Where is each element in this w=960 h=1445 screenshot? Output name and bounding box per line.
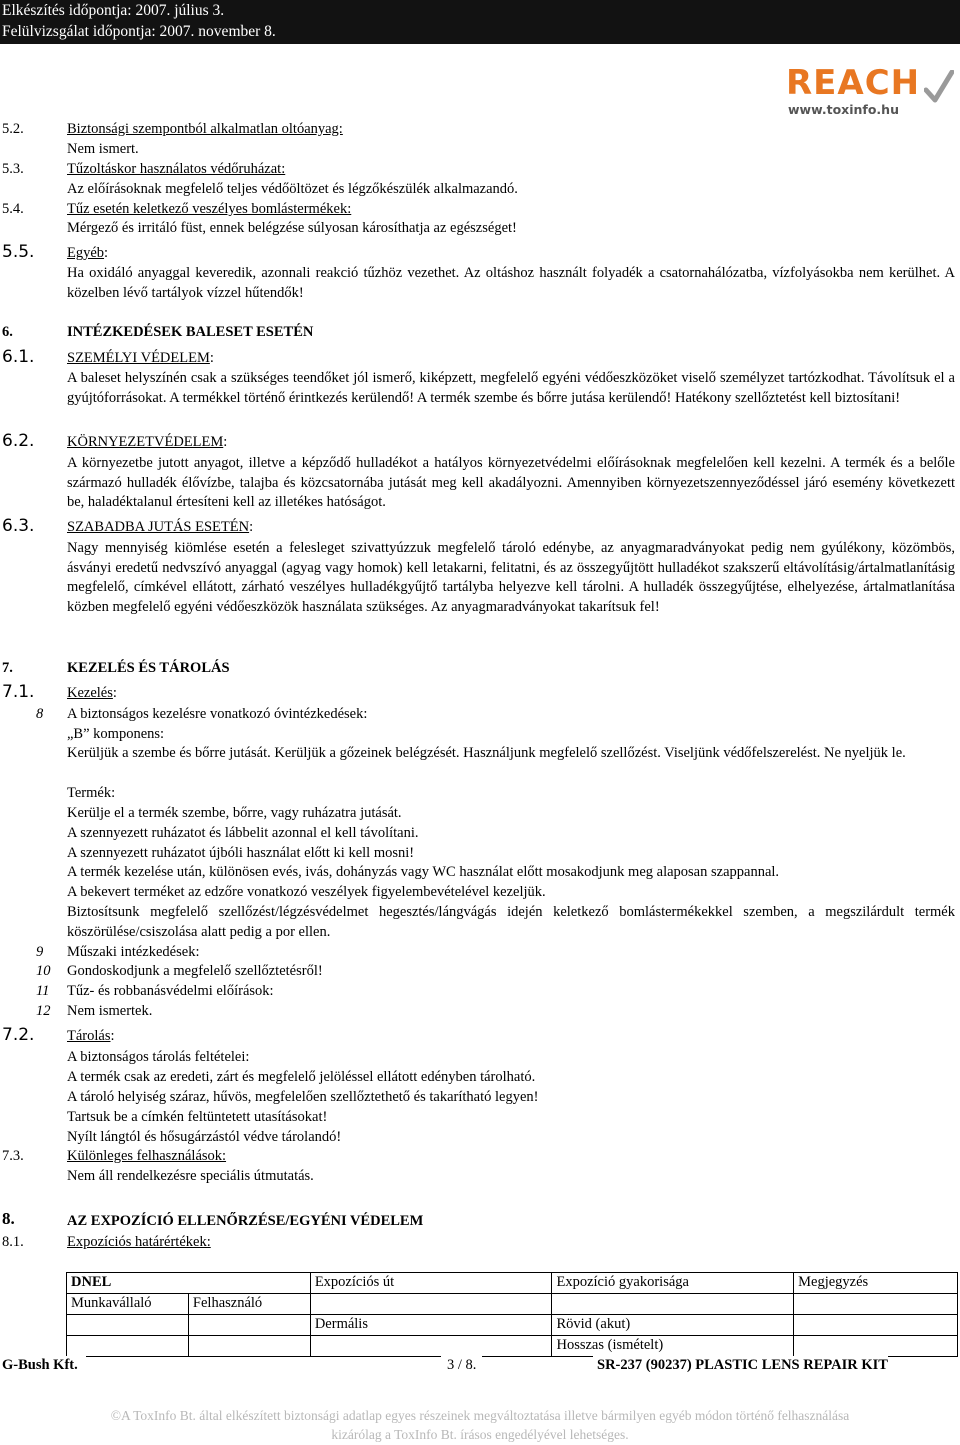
- section-6-3-number: 6.3.: [2, 516, 35, 536]
- section-7-2-colon: :: [110, 1028, 115, 1044]
- section-8-1-number: 8.1.: [2, 1234, 24, 1250]
- section-5-4-text: Mérgező és irritáló füst, ennek belégzése súlyosan károsíthatja az egészséget!: [67, 220, 517, 236]
- section-6-1-heading: [67, 349, 214, 369]
- section-5-3-text: Az előírásoknak megfelelő teljes védőöltözet és légzőkészülék alkalmazandó.: [67, 181, 518, 197]
- table-cell-empty: [310, 1294, 552, 1315]
- section-6-1-colon: :: [209, 350, 214, 366]
- handling-line: A bekevert terméket az edzőre vonatkozó veszélyek figyelembevételével kezeljük.: [67, 884, 546, 900]
- section-5-5-colon: :: [104, 245, 109, 261]
- list-item-number: 12: [36, 1003, 51, 1019]
- list-item-text: Műszaki intézkedések:: [67, 944, 200, 960]
- section-5-2-text: Nem ismert.: [67, 141, 139, 157]
- section-6-2-title: KÖRNYEZETVÉDELEM: [67, 434, 224, 450]
- checkmark-icon: [924, 70, 954, 104]
- table-cell-user: Felhasználó: [188, 1294, 310, 1315]
- list-item-text: Nem ismertek.: [67, 1003, 153, 1019]
- list-item-text: Gondoskodjunk a megfelelő szellőztetésről!: [67, 963, 323, 979]
- logo-url: www.toxinfo.hu: [788, 102, 899, 117]
- list-item-number: 9: [36, 944, 44, 960]
- section-7-3-title: Különleges felhasználások:: [67, 1148, 227, 1164]
- footer-company: G-Bush Kft.: [2, 1356, 86, 1376]
- section-5-5-title: Egyéb: [67, 245, 105, 261]
- section-7-number: 7.: [2, 660, 13, 676]
- table-cell-short: Rövid (akut): [552, 1315, 794, 1336]
- footer-page: 3 / 8.: [441, 1356, 482, 1376]
- section-8-number: 8.: [2, 1209, 15, 1228]
- section-7-1-number: 7.1.: [2, 682, 35, 702]
- section-7-2-title: Tárolás: [67, 1028, 111, 1044]
- table-cell-empty: [67, 1315, 189, 1336]
- table-cell-dermal: Dermális: [310, 1315, 552, 1336]
- section-6-1-number: 6.1.: [2, 347, 35, 367]
- section-5-2-number: 5.2.: [2, 121, 24, 137]
- section-6-2-colon: :: [223, 434, 228, 450]
- copyright-line-1: ©A ToxInfo Bt. által elkészített biztonsági adatlap egyes részeinek megváltoztatása illetve bármilyen egyéb módon történő felhasználása: [110, 1408, 850, 1423]
- section-7-2-heading: [67, 1027, 115, 1047]
- table-cell-empty: [552, 1294, 794, 1315]
- section-5-5-heading: [67, 244, 108, 264]
- table-cell-empty: [794, 1294, 958, 1315]
- section-5-5-number: 5.5.: [2, 242, 35, 262]
- table-cell-dnel: DNEL: [67, 1273, 311, 1294]
- storage-line: Tartsuk be a címkén feltüntetett utasításokat!: [67, 1109, 328, 1125]
- component-b-title: „B” komponens:: [67, 726, 165, 742]
- section-6-1-text: A baleset helyszínén csak a szükséges teendőket jól ismerő, kiképzett, megfelelő egyéni védőeszközöket viselő személyzet tartózkodhat. Távolítsuk el a gyújtóforrásokat. A termékkel történő érintkezés kerülendő! A termék szembe és bőrre jutása kerülendő! Hatékony szellőztetést kell biztosítani!: [67, 370, 955, 406]
- section-7-3-number: 7.3.: [2, 1148, 24, 1164]
- table-row: [67, 1315, 958, 1336]
- table-row: [67, 1294, 958, 1315]
- list-item-text: A biztonságos kezelésre vonatkozó óvintézkedések:: [67, 706, 368, 722]
- section-7-2-number: 7.2.: [2, 1025, 35, 1045]
- section-6-3-text: Nagy mennyiség kiömlése esetén a felesleget szivattyúzzuk megfelelő tároló edénybe, az anyagmaradványokat pedig nem gyúlékony, közömbös, ásványi eredetű nedvszívó anyaggal (agyag vagy homok) kell letakarni, felitatni, és az összegyűjtött hulladékot szakszerű eltávolításig/ártalmatlanításig megfelelő, címkével ellátott, zárható veszélyes hulladékgyűjtő tartályba helyezve kell tárolni. A hulladék összegyűjtése, elhelyezése, ártalmatlanítása közben megfelelő egyéni védőeszközök használata szükséges. Az anyagmaradványokat takarítsuk fel!: [67, 540, 955, 615]
- section-8-1-title: Expozíciós határértékek:: [67, 1234, 211, 1250]
- exposure-limits-table: [66, 1272, 958, 1357]
- revision-date: Felülvizsgálat időpontja: 2007. november 8.: [2, 23, 276, 40]
- footer-product: SR-237 (90237) PLASTIC LENS REPAIR KIT: [593, 1356, 888, 1376]
- storage-line: A biztonságos tárolás feltételei:: [67, 1049, 250, 1065]
- handling-line: A szennyezett ruházatot és lábbelit azonnal el kell távolítani.: [67, 825, 419, 841]
- section-6-2-heading: [67, 433, 227, 453]
- section-5-4-number: 5.4.: [2, 201, 24, 217]
- table-cell-empty: [67, 1336, 189, 1357]
- handling-line: A szennyezett ruházatot újbóli használat előtt ki kell mosni!: [67, 845, 415, 861]
- table-cell-empty: [794, 1315, 958, 1336]
- section-7-1-heading: [67, 684, 117, 704]
- table-cell-long: Hosszas (ismételt): [552, 1336, 794, 1357]
- copyright-line-2: kizárólag a ToxInfo Bt. írásos engedélyével lehetséges.: [331, 1427, 629, 1442]
- section-6-1-title: SZEMÉLYI VÉDELEM: [67, 350, 210, 366]
- section-8-title: AZ EXPOZÍCIÓ ELLENŐRZÉSE/EGYÉNI VÉDELEM: [67, 1213, 424, 1229]
- table-cell-empty: [188, 1315, 310, 1336]
- section-7-3-text: Nem áll rendelkezésre speciális útmutatás.: [67, 1168, 314, 1184]
- list-item-text: Tűz- és robbanásvédelmi előírások:: [67, 983, 274, 999]
- table-header-note: Megjegyzés: [794, 1273, 958, 1294]
- header-bar: [0, 0, 960, 44]
- storage-line: A termék csak az eredeti, zárt és megfelelő jelöléssel ellátott edényben tárolható.: [67, 1069, 536, 1085]
- table-cell-empty: [794, 1336, 958, 1357]
- section-6-3-colon: :: [249, 519, 254, 535]
- section-6-title: INTÉZKEDÉSEK BALESET ESETÉN: [67, 324, 314, 340]
- section-5-3-title: Tűzoltáskor használatos védőruházat:: [67, 161, 286, 177]
- section-5-3-number: 5.3.: [2, 161, 24, 177]
- reach-logo: [786, 63, 956, 118]
- list-item-number: 10: [36, 963, 51, 979]
- table-row: [67, 1273, 958, 1294]
- section-5-4-title: Tűz esetén keletkező veszélyes bomlástermékek:: [67, 201, 352, 217]
- section-6-3-heading: [67, 518, 253, 538]
- ventilation-text: Biztosítsunk megfelelő szellőzést/légzésvédelmet hegesztés/lángvágás idején keletkező bomlástermékekkel szemben, a megszilárdult termék köszörülése/csiszolása alatt pedig a por ellen.: [67, 904, 955, 940]
- section-6-number: 6.: [2, 324, 13, 340]
- table-cell-worker: Munkavállaló: [67, 1294, 189, 1315]
- section-5-2-title: Biztonsági szempontból alkalmatlan oltóanyag:: [67, 121, 343, 137]
- section-6-2-number: 6.2.: [2, 431, 35, 451]
- list-item-number: 8: [36, 706, 44, 722]
- product-title: Termék:: [67, 785, 116, 801]
- section-7-title: KEZELÉS ÉS TÁROLÁS: [67, 660, 230, 676]
- component-b-text: Kerüljük a szembe és bőrre jutását. Kerüljük a gőzeinek belégzését. Használjunk megfelelő szellőzést. Viseljünk védőfelszerelést. Ne nyeljük le.: [67, 745, 906, 761]
- creation-date: Elkészítés időpontja: 2007. július 3.: [2, 2, 225, 19]
- section-7-1-title: Kezelés: [67, 685, 113, 701]
- section-7-1-colon: :: [112, 685, 117, 701]
- table-header-frequency: Expozíció gyakorisága: [552, 1273, 794, 1294]
- section-6-3-title: SZABADBA JUTÁS ESETÉN: [67, 519, 250, 535]
- list-item-number: 11: [36, 983, 50, 999]
- storage-line: A tároló helyiség száraz, hűvös, megfelelően szellőztethető és takarítható legyen!: [67, 1089, 539, 1105]
- table-row: [67, 1336, 958, 1357]
- table-cell-empty: [310, 1336, 552, 1357]
- table-header-route: Expozíciós út: [310, 1273, 552, 1294]
- handling-line: Kerülje el a termék szembe, bőrre, vagy ruházatra jutását.: [67, 805, 402, 821]
- storage-line: Nyílt lángtól és hősugárzástól védve tárolandó!: [67, 1129, 342, 1145]
- table-cell-empty: [188, 1336, 310, 1357]
- logo-brand: REACH: [786, 63, 921, 103]
- handling-line: A termék kezelése után, különösen evés, ivás, dohányzás vagy WC használat előtt mosakodjunk meg alaposan szappannal.: [67, 864, 780, 880]
- section-5-5-text: Ha oxidáló anyaggal keveredik, azonnali reakció tűzhöz vezethet. Az oltáshoz használt folyadék a csatornahálózatba, vízfolyásokba nem kerülhet. A közelben lévő tartályok vízzel hűtendők!: [67, 265, 955, 301]
- section-6-2-text: A környezetbe jutott anyagot, illetve a képződő hulladékot a hatályos környezetvédelmi előírásoknak megfelelően kell kezelni. A termék és a belőle származó hulladék élővízbe, talajba és közcsatornába jutását meg kell akadályozni. Amennyiben környezetszennyeződéssel járó esemény következett be, haladéktalanul értesíteni kell az illetékes hatóságot.: [67, 455, 955, 511]
